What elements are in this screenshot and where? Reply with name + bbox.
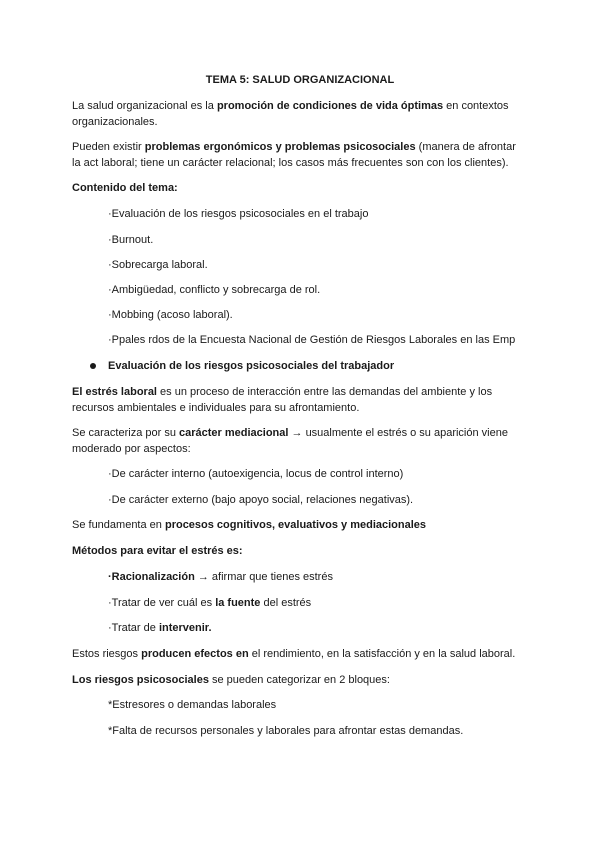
stress-line-1: El estrés laboral es un proceso de interacción entre las demandas del ambiente y los	[72, 386, 493, 398]
stress-line-2: recursos ambientales e individuales para su afrontamiento.	[72, 402, 360, 414]
contents-heading: Contenido del tema:	[72, 182, 178, 194]
methods-heading: Métodos para evitar el estrés es:	[72, 545, 243, 557]
problems-line-1: Pueden existir problemas ergonómicos y problemas psicosociales (manera de afrontar	[72, 141, 516, 153]
effects-line: Estos riesgos producen efectos en el rendimiento, en la satisfacción y en la salud laboral.	[72, 648, 516, 660]
method-item: ·Tratar de ver cuál es la fuente del estrés	[108, 597, 312, 609]
contents-item: ·Mobbing (acoso laboral).	[108, 309, 233, 321]
aspect-item: ·De carácter interno (autoexigencia, locus de control interno)	[108, 468, 404, 480]
characterized-line-2: moderado por aspectos:	[72, 443, 191, 455]
block-item: *Falta de recursos personales y laborales para afrontar estas demandas.	[108, 725, 464, 737]
psychosocial-line: Los riesgos psicosociales se pueden categorizar en 2 bloques:	[72, 674, 390, 686]
characterized-line-1: Se caracteriza por su carácter mediacional → usualmente el estrés o su aparición viene	[72, 427, 508, 439]
contents-item: ·Sobrecarga laboral.	[108, 259, 208, 271]
contents-item: ·Ppales rdos de la Encuesta Nacional de Gestión de Riesgos Laborales en las Emp	[108, 334, 516, 346]
intro-line-1: La salud organizacional es la promoción de condiciones de vida óptimas en contextos	[72, 100, 509, 112]
founded-line: Se fundamenta en procesos cognitivos, evaluativos y mediacionales	[72, 519, 427, 531]
contents-item: ·Evaluación de los riesgos psicosociales en el trabajo	[108, 208, 369, 220]
page-title: TEMA 5: SALUD ORGANIZACIONAL	[205, 74, 395, 86]
problems-line-2: la act laboral; tiene un carácter relacional; los casos más frecuentes son con los clientes).	[72, 157, 509, 169]
intro-line-2: organizacionales.	[72, 116, 158, 128]
bullet-dot-icon	[90, 363, 96, 369]
block-item: *Estresores o demandas laborales	[108, 699, 277, 711]
method-item: ·Tratar de intervenir.	[108, 622, 212, 634]
aspect-item: ·De carácter externo (bajo apoyo social, relaciones negativas).	[108, 494, 414, 506]
contents-item: ·Ambigüedad, conflicto y sobrecarga de rol.	[108, 284, 321, 296]
contents-item: ·Burnout.	[108, 234, 154, 246]
method-item: ·Racionalización → afirmar que tienes estrés	[108, 571, 333, 583]
section-heading: Evaluación de los riesgos psicosociales del trabajador	[108, 360, 395, 372]
